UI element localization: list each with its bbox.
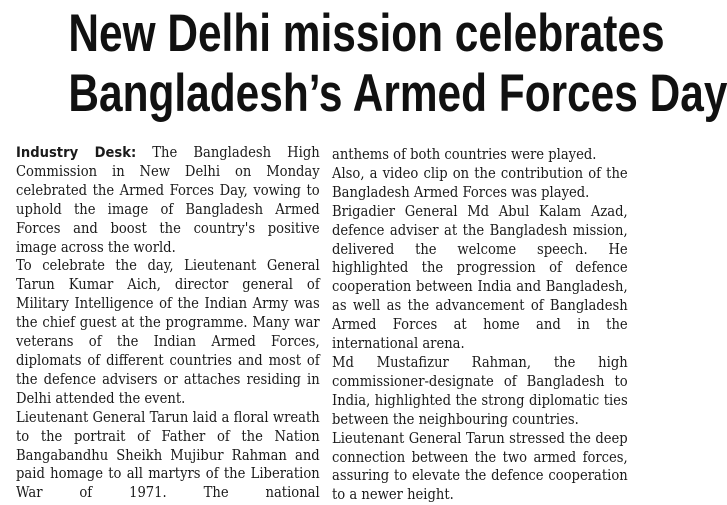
- headline-line-1: New Delhi mission celebrates: [68, 4, 665, 63]
- article-paragraph: Lieutenant General Tarun stressed the deep connection between the two armed forces, assuring to elevate the defence cooperation to a newer height.: [332, 429, 628, 504]
- article-kicker: Industry Desk:: [16, 144, 137, 161]
- article-paragraph: Also, a video clip on the contribution of the Bangladesh Armed Forces was played.: [332, 164, 628, 201]
- article-paragraph: Brigadier General Md Abul Kalam Azad, defence adviser at the Bangladesh mission, delivered the welcome speech. He highlighted the progression of defence cooperation between India and Bangladesh, as well as the advancement of Bangladesh Armed Forces at home and in the international arena.: [332, 202, 628, 353]
- article-paragraph: To celebrate the day, Lieutenant General Tarun Kumar Aich, director general of Military Intelligence of the Indian Army was the chief guest at the programme. Many war veterans of the Indian Armed Forces, diplomats of different countries and most of the defence advisers or attaches residing in Delhi attended the event.: [16, 257, 320, 407]
- article-paragraph: anthems of both countries were played.: [332, 146, 597, 163]
- article-paragraph: [16, 144, 320, 257]
- article-paragraph: Lieutenant General Tarun laid a floral wreath to the portrait of Father of the Nation Bangabandhu Sheikh Mujibur Rahman and paid homage to all martyrs of the Liberation War of 1971. The national: [16, 408, 320, 502]
- article-column-left: [16, 144, 320, 503]
- headline: [68, 4, 727, 124]
- article-paragraph: Md Mustafizur Rahman, the high commissioner-designate of Bangladesh to India, highlighted the strong diplomatic ties between the neighbouring countries.: [332, 353, 628, 428]
- headline-line-2: Bangladesh’s Armed Forces Day: [68, 64, 727, 123]
- article-paragraph-text: The Bangladesh High Commission in New Delhi on Monday celebrated the Armed Forces Day, vowing to uphold the image of Bangladesh Armed Forces and boost the country's positive image across the world.: [16, 144, 320, 256]
- article-column-right: [332, 146, 628, 505]
